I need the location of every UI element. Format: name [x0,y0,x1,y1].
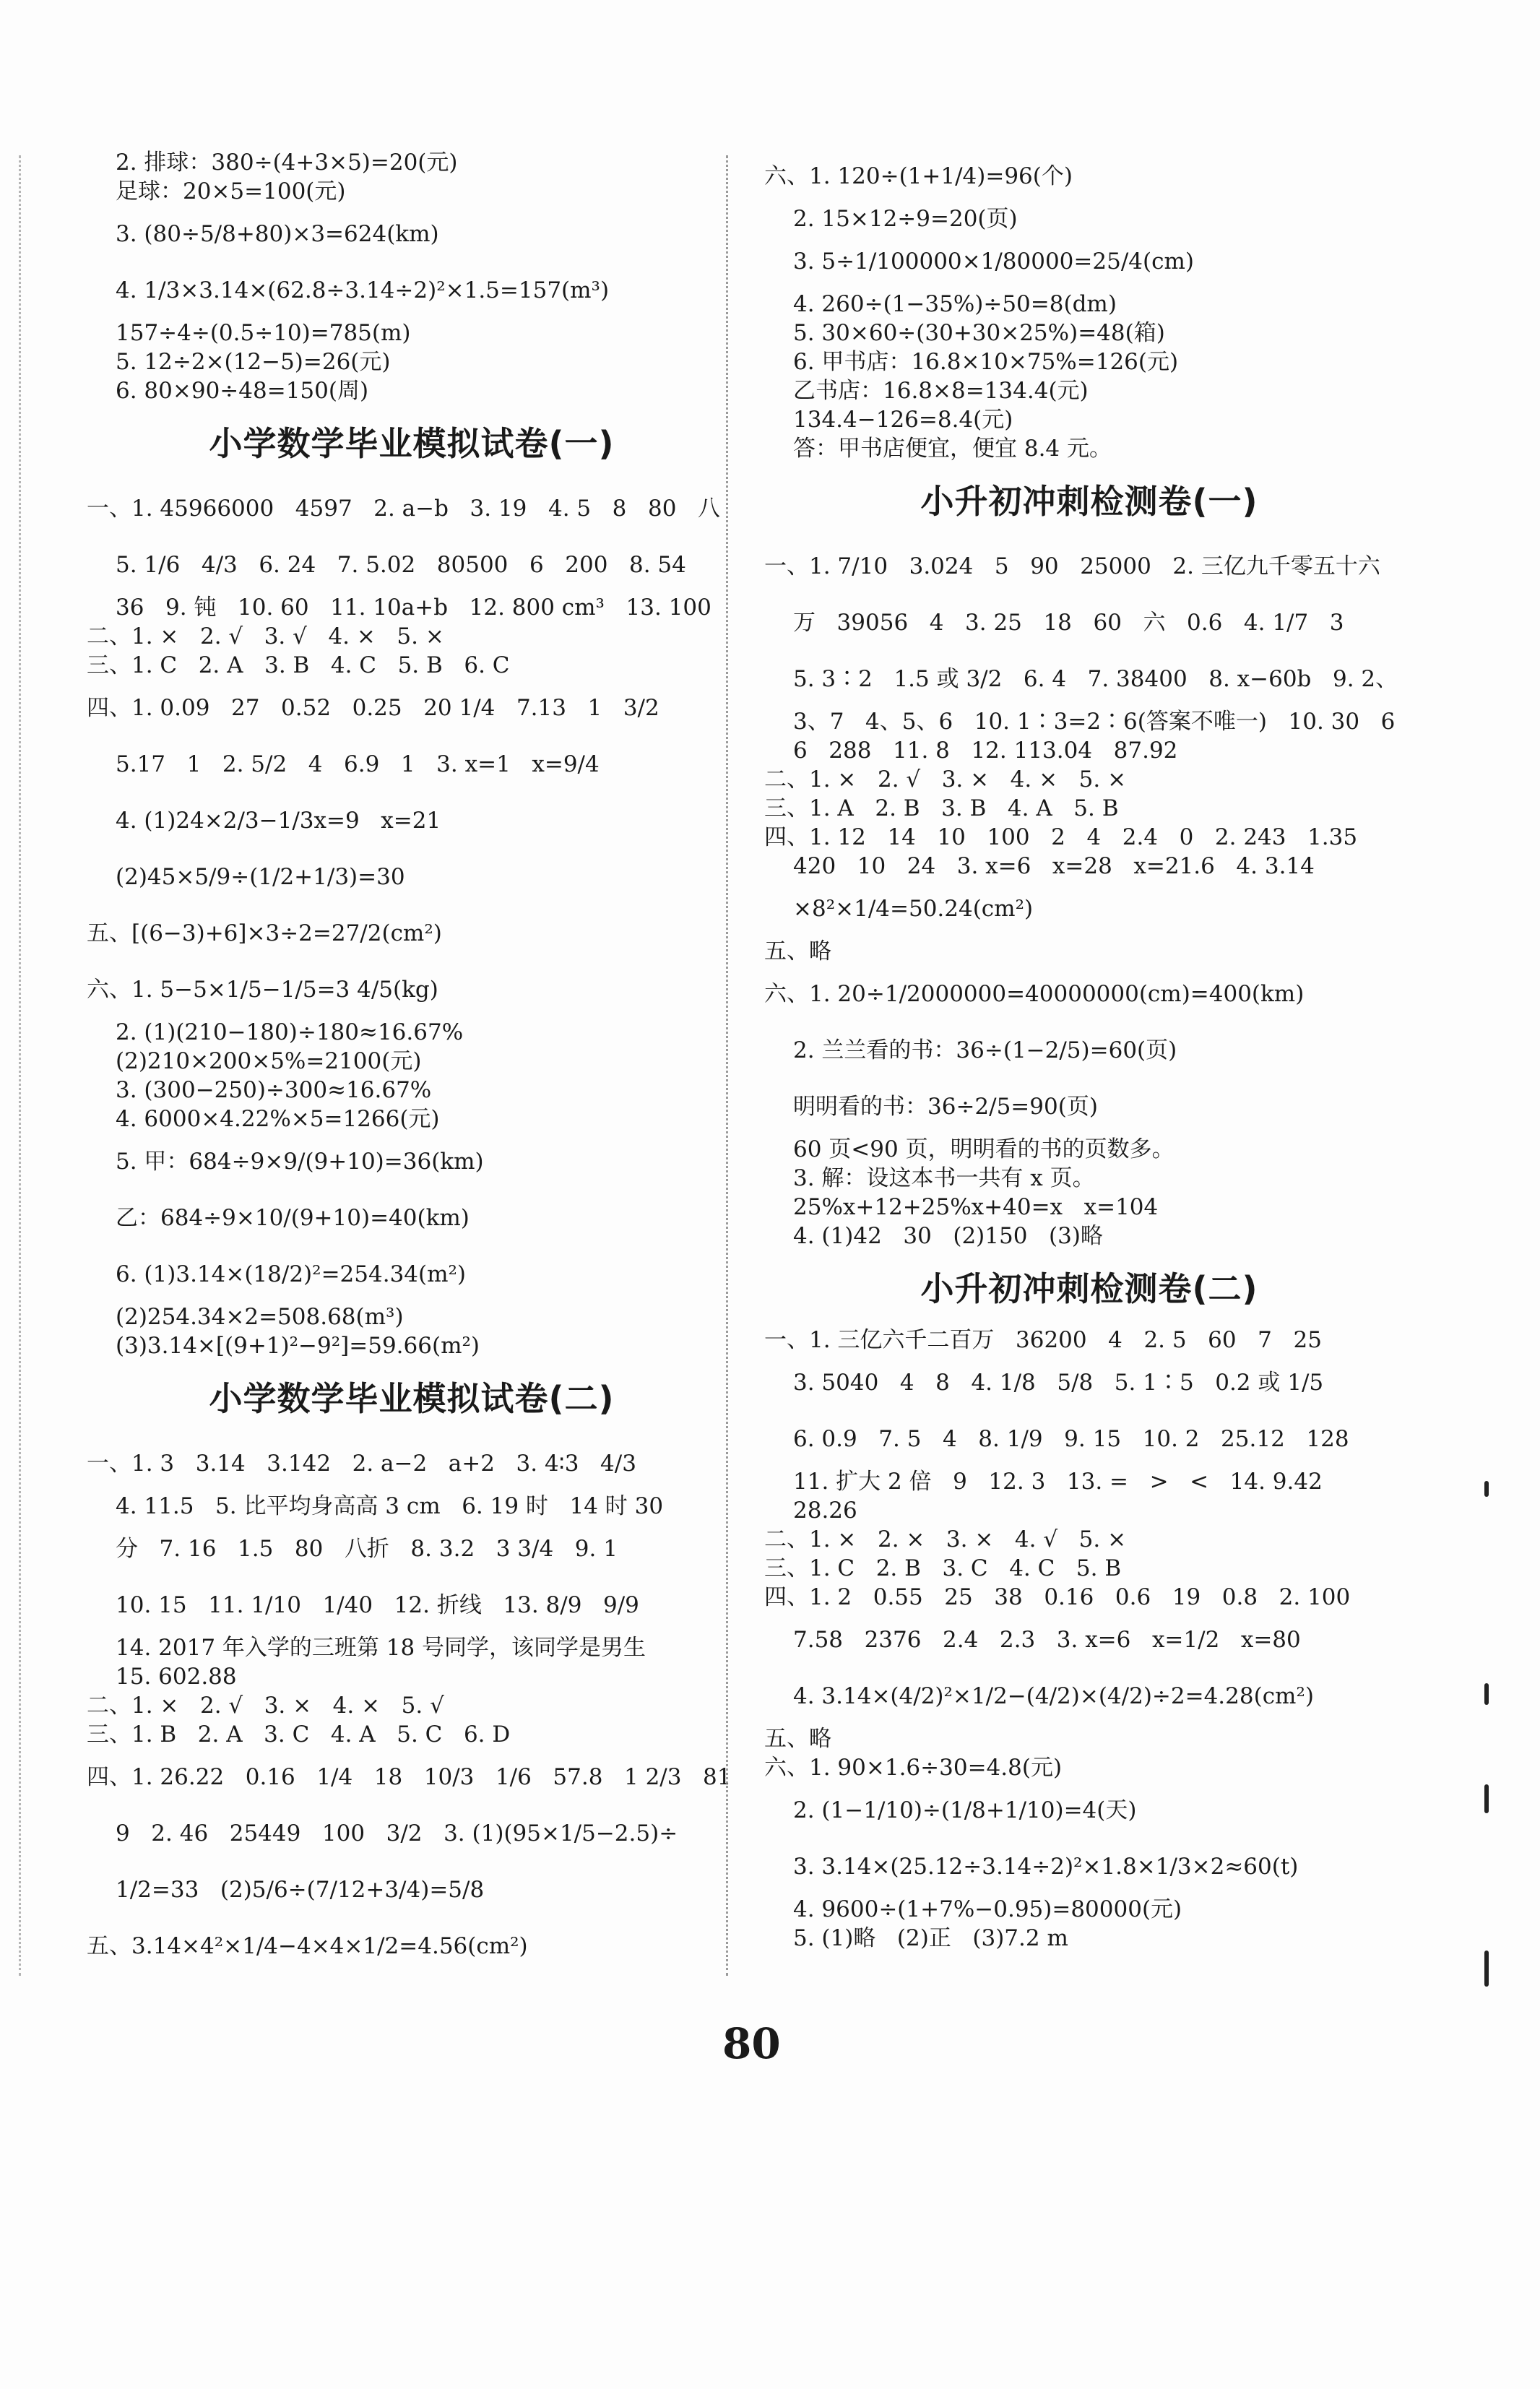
answer-line: 五、[(6−3)+6]×3÷2=27/2(cm²) [87,920,442,946]
answer-line: 9 2. 46 25449 100 3/2 3. (1)(95×1/5−2.5)÷ [116,1820,678,1846]
answer-line: 3. 5040 4 8 4. 1/8 5/8 5. 1∶5 0.2 或 1/5 [793,1370,1324,1396]
answer-line: 5. 12÷2×(12−5)=26(元) [116,349,391,375]
answer-line: 六、1. 120÷(1+1/4)=96(个) [764,163,1073,189]
scan-smudge [1484,1950,1489,1987]
answer-line: 乙：684÷9×10/(9+10)=40(km) [116,1205,470,1231]
answer-line: 36 9. 钝 10. 60 11. 10a+b 12. 800 cm³ 13. 100 [116,595,711,621]
answer-line: 三、1. B 2. A 3. C 4. A 5. C 6. D [87,1721,511,1748]
answer-line: 三、1. C 2. A 3. B 4. C 5. B 6. C [87,652,510,678]
left-margin-dotted-line [19,155,21,1976]
answer-line: 3. (300−250)÷300≈16.67% [116,1077,432,1103]
answer-line: 4. 260÷(1−35%)÷50=8(dm) [793,291,1117,317]
answer-line: 3、7 4、5、6 10. 1∶3=2∶6(答案不唯一) 10. 30 6 [793,709,1396,735]
answer-line: 五、略 [764,938,831,964]
answer-line: 明明看的书：36÷2/5=90(页) [793,1094,1098,1120]
answer-line: 万 39056 4 3. 25 18 60 六 0.6 4. 1/7 3 [793,610,1344,636]
answer-line: 三、1. C 2. B 3. C 4. C 5. B [764,1555,1122,1581]
answer-line: 6. 80×90÷48=150(周) [116,378,369,404]
answer-line: 二、1. × 2. × 3. × 4. √ 5. × [764,1526,1127,1552]
answer-line: 3. 5÷1/100000×1/80000=25/4(cm) [793,249,1194,275]
answer-line: (2)45×5/9÷(1/2+1/3)=30 [116,864,405,890]
answer-line: 2. 兰兰看的书：36÷(1−2/5)=60(页) [793,1037,1177,1063]
answer-line: 四、1. 2 0.55 25 38 0.16 0.6 19 0.8 2. 100 [764,1584,1351,1610]
answer-line: (2)254.34×2=508.68(m³) [116,1304,404,1330]
answer-line: 6. 甲书店：16.8×10×75%=126(元) [793,349,1179,375]
answer-line: 六、1. 20÷1/2000000=40000000(cm)=400(km) [764,981,1305,1007]
answer-line: 六、1. 90×1.6÷30=4.8(元) [764,1755,1063,1781]
answer-line: 4. (1)24×2/3−1/3x=9 x=21 [116,808,441,834]
answer-line: 10. 15 11. 1/10 1/40 12. 折线 13. 8/9 9/9 [116,1592,639,1618]
answer-line: 二、1. × 2. √ 3. √ 4. × 5. × [87,623,444,649]
answer-line: 4. 1/3×3.14×(62.8÷3.14÷2)²×1.5=157(m³) [116,277,610,303]
answer-line: 一、1. 45966000 4597 2. a−b 3. 19 4. 5 8 80 八 [87,496,720,522]
section-title: 小升初冲刺检测卷(一) [920,482,1258,521]
answer-line: (3)3.14×[(9+1)²−9²]=59.66(m²) [116,1333,480,1359]
answer-line: 一、1. 7/10 3.024 5 90 25000 2. 三亿九千零五十六 [764,553,1380,579]
answer-line: 5. (1)略 (2)正 (3)7.2 m [793,1925,1068,1951]
answer-line: 四、1. 0.09 27 0.52 0.25 20 1/4 7.13 1 3/2 [87,695,659,721]
answer-line: 5. 3∶2 1.5 或 3/2 6. 4 7. 38400 8. x−60b 9. 2、 [793,666,1398,692]
answer-line: 五、略 [764,1726,831,1752]
answer-line: 134.4−126=8.4(元) [793,407,1013,433]
page-number: 80 [722,2019,781,2068]
answer-line: 一、1. 三亿六千二百万 36200 4 2. 5 60 7 25 [764,1327,1322,1353]
column-divider [726,155,728,1976]
answer-line: 6 288 11. 8 12. 113.04 87.92 [793,738,1178,764]
answer-line: 5. 1/6 4/3 6. 24 7. 5.02 80500 6 200 8. 54 [116,552,686,578]
answer-line: 乙书店：16.8×8=134.4(元) [793,378,1089,404]
answer-line: 3. (80÷5/8+80)×3=624(km) [116,221,439,247]
answer-line: 28.26 [793,1498,857,1524]
answer-line: 4. 3.14×(4/2)²×1/2−(4/2)×(4/2)÷2=4.28(cm²) [793,1683,1314,1709]
answer-line: 4. 9600÷(1+7%−0.95)=80000(元) [793,1896,1182,1922]
answer-line: 5. 甲：684÷9×9/(9+10)=36(km) [116,1149,484,1175]
answer-line: 5. 30×60÷(30+30×25%)=48(箱) [793,320,1165,346]
scan-smudge [1484,1481,1489,1497]
answer-line: 3. 解：设这本书一共有 x 页。 [793,1165,1095,1191]
answer-line: 60 页<90 页，明明看的书的页数多。 [793,1136,1175,1162]
answer-line: 二、1. × 2. √ 3. × 4. × 5. √ [87,1693,444,1719]
left-column [87,148,737,1974]
answer-line: 6. 0.9 7. 5 4 8. 1/9 9. 15 10. 2 25.12 128 [793,1426,1349,1452]
answer-line: 1/2=33 (2)5/6÷(7/12+3/4)=5/8 [116,1877,485,1903]
answer-line: 分 7. 16 1.5 80 八折 8. 3.2 3 3/4 9. 1 [116,1536,618,1562]
right-column [764,148,1414,1953]
answer-line: 三、1. A 2. B 3. B 4. A 5. B [764,795,1119,821]
scan-smudge [1484,1683,1489,1705]
answer-line: 四、1. 12 14 10 100 2 4 2.4 0 2. 243 1.35 [764,824,1358,850]
answer-line: 7.58 2376 2.4 2.3 3. x=6 x=1/2 x=80 [793,1627,1301,1653]
scan-smudge [1484,1784,1489,1813]
answer-line: 25%x+12+25%x+40=x x=104 [793,1194,1159,1220]
answer-line: 2. 15×12÷9=20(页) [793,206,1018,232]
answer-line: (2)210×200×5%=2100(元) [116,1048,422,1074]
answer-line: 11. 扩大 2 倍 9 12. 3 13. = > < 14. 9.42 [793,1469,1323,1495]
answer-line: 4. 11.5 5. 比平均身高高 3 cm 6. 19 时 14 时 30 [116,1493,664,1519]
answer-line: 二、1. × 2. √ 3. × 4. × 5. × [764,766,1127,792]
answer-line: 2. (1−1/10)÷(1/8+1/10)=4(天) [793,1797,1137,1823]
answer-line: 足球：20×5=100(元) [116,178,346,204]
answer-line: 五、3.14×4²×1/4−4×4×1/2=4.56(cm²) [87,1933,528,1959]
answer-line: 420 10 24 3. x=6 x=28 x=21.6 4. 3.14 [793,853,1315,879]
answer-line: 4. 6000×4.22%×5=1266(元) [116,1106,440,1132]
answer-line: 4. (1)42 30 (2)150 (3)略 [793,1223,1103,1249]
answer-line: 四、1. 26.22 0.16 1/4 18 10/3 1/6 57.8 1 2/3 81 [87,1764,732,1790]
answer-line: 3. 3.14×(25.12÷3.14÷2)²×1.8×1/3×2≈60(t) [793,1854,1299,1880]
answer-line: 2. 排球：380÷(4+3×5)=20(元) [116,150,458,176]
answer-line: 6. (1)3.14×(18/2)²=254.34(m²) [116,1261,467,1287]
section-title: 小升初冲刺检测卷(二) [920,1269,1258,1308]
answer-line: 157÷4÷(0.5÷10)=785(m) [116,320,411,346]
answer-line: 5.17 1 2. 5/2 4 6.9 1 3. x=1 x=9/4 [116,751,600,777]
answer-line: 15. 602.88 [116,1664,237,1690]
answer-line: 答：甲书店便宜，便宜 8.4 元。 [793,436,1112,462]
answer-line: 14. 2017 年入学的三班第 18 号同学，该同学是男生 [116,1635,646,1661]
answer-line: 六、1. 5−5×1/5−1/5=3 4/5(kg) [87,977,438,1003]
answer-line: ×8²×1/4=50.24(cm²) [793,896,1034,922]
answer-line: 一、1. 3 3.14 3.142 2. a−2 a+2 3. 4∶3 4/3 [87,1451,636,1477]
section-title: 小学数学毕业模拟试卷(一) [209,424,615,463]
section-title: 小学数学毕业模拟试卷(二) [209,1379,615,1418]
answer-line: 2. (1)(210−180)÷180≈16.67% [116,1019,464,1045]
